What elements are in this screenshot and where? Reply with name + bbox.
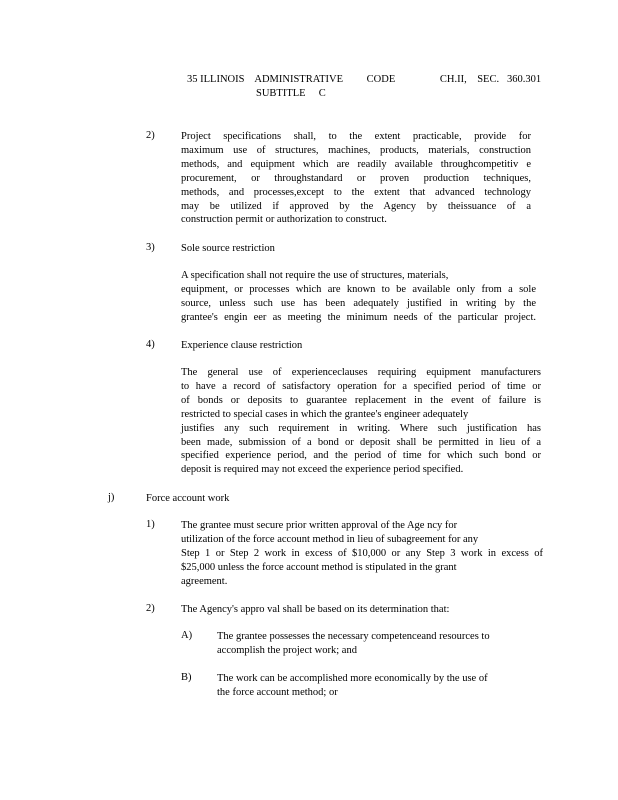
subitem-label: B) [181,672,192,683]
force-account-title: Force account work [146,493,230,504]
text-line: The grantee possesses the necessary competenceand resources to [217,631,490,642]
text-line: $25,000 unless the force account method is stipulated in the grant [181,561,457,573]
item-number: 1) [146,519,155,530]
text-line: equipment, or processes which are known to be available only from a sole [181,283,536,295]
project-specifications-paragraph [181,130,531,227]
experience-clause-paragraph [181,366,541,477]
item-title [181,339,302,353]
text-line: A specification shall not require the use of structures, materials, [181,270,449,281]
text-line: Project specifications shall, to the extent practicable, provide for [181,131,531,142]
text-line: the force account method; or [217,686,338,698]
header-line-2: SUBTITLE C [256,88,326,99]
experience-clause-title: Experience clause restriction [181,340,303,351]
text-line: deposit is required may not exceed the experience period specified. [181,464,464,476]
subitem-a-paragraph [217,630,490,658]
section-label: j) [108,492,115,503]
text-line: grantee's engin eer as meeting the minimum needs of the particular project. [181,311,536,323]
text-line: The grantee must secure prior written approval of the Age ncy for [181,520,458,531]
item-number: 2) [146,130,155,141]
text-line: justifies any such requirement in writing. Where such justification has [181,422,541,434]
text-line: utilization of the force account method in lieu of subagreement for any [181,533,479,545]
item-number: 2) [146,603,155,614]
text-line: may be utilized if approved by the Agency by theissuance of a [181,200,531,212]
text-line: The Agency's appro val shall be based on its determination that: [181,604,450,615]
text-line: methods, and equipment which are readily available throughcompetitiv e [181,158,531,170]
agency-approval-text [181,603,449,617]
text-line: restricted to special cases in which the grantee's engineer adequately [181,408,469,420]
text-line: accomplish the project work; and [217,644,357,656]
text-line: source, unless such use has been adequately justified in writing by the [181,297,536,309]
text-line: maximum use of structures, machines, products, materials, construction [181,144,531,156]
text-line: The general use of experienceclauses requiring equipment manufacturers [181,367,541,378]
header-line-1: 35 ILLINOIS ADMINISTRATIVE CODE CH.II, SEC. 360.301 [187,74,542,85]
text-line: Step 1 or Step 2 work in excess of $10,000 or any Step 3 work in excess of [181,547,543,559]
text-line: of bonds or deposits to guarantee replacement in the event of failure is [181,394,541,406]
item-number: 4) [146,339,155,350]
section-title [146,492,229,506]
text-line: The work can be accomplished more economically by the use of [217,673,488,684]
text-line: been made, submission of a bond or deposit shall be permitted in lieu of a [181,436,541,448]
text-line: agreement. [181,575,228,587]
subitem-label: A) [181,630,193,641]
text-line: procurement, or throughstandard or proven production techniques, [181,172,531,184]
sole-source-title: Sole source restriction [181,243,275,254]
item-title [181,242,275,256]
text-line: specified experience period, and the period of time for which such bond or [181,450,541,462]
text-line: construction permit or authorization to construct. [181,214,387,226]
item-number: 3) [146,242,155,253]
force-account-approval-paragraph [181,519,543,589]
sole-source-paragraph [181,269,536,325]
subitem-b-paragraph [217,672,488,700]
text-line: to have a record of satisfactory operation for a specified period of time or [181,380,541,392]
text-line: methods, and processes,except to the extent that advanced technology [181,186,531,198]
